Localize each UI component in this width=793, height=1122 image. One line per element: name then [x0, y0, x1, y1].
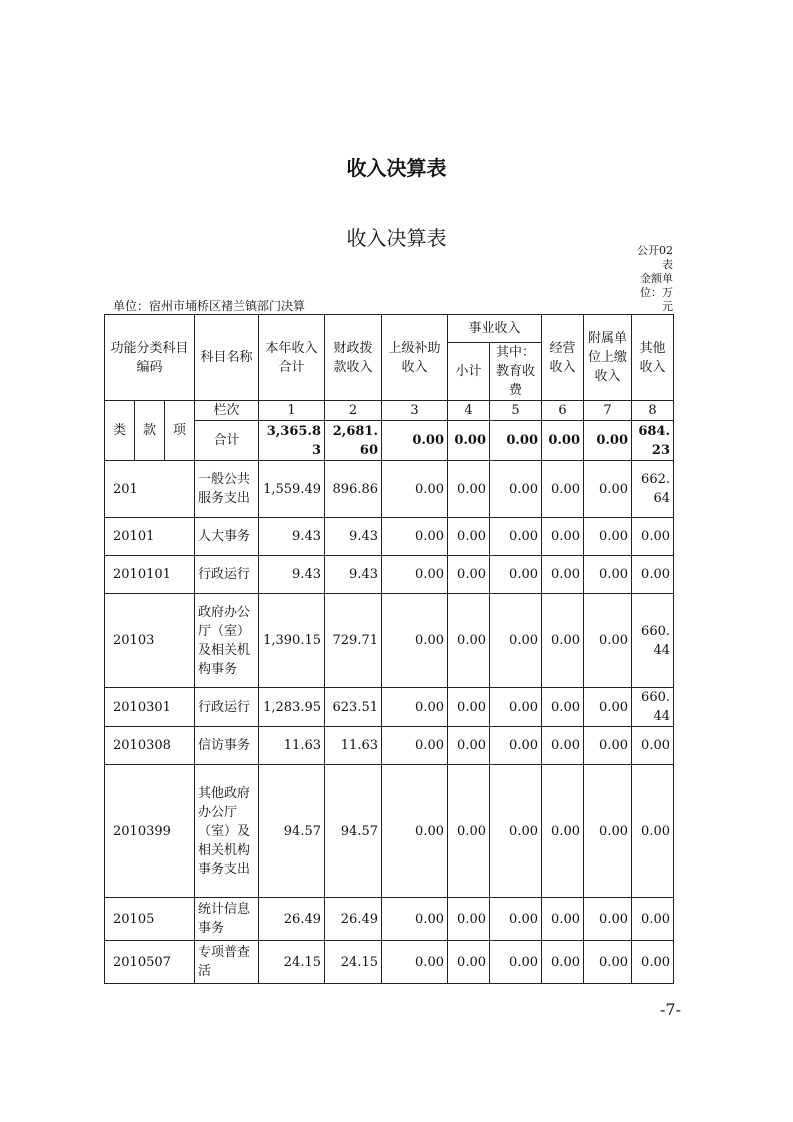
row-value-cell: 0.00	[632, 898, 674, 941]
row-value-cell: 623.51	[325, 688, 382, 727]
header-kuan: 款	[135, 401, 165, 461]
row-value-cell: 24.15	[259, 941, 325, 984]
row-value-cell: 9.43	[325, 556, 382, 594]
row-value-cell: 0.00	[382, 727, 448, 765]
row-value-cell: 0.00	[382, 594, 448, 688]
row-value-cell: 0.00	[448, 727, 490, 765]
header-total: 本年收入合计	[259, 315, 325, 401]
column-number: 6	[542, 401, 584, 421]
row-value-cell: 0.00	[584, 727, 632, 765]
row-code: 2010301	[105, 688, 195, 727]
row-code: 2010101	[105, 556, 195, 594]
row-value-cell: 0.00	[542, 594, 584, 688]
table-row	[105, 898, 674, 941]
row-value-cell: 0.00	[584, 461, 632, 518]
table-row	[105, 941, 674, 984]
reporting-unit: 单位：宿州市埇桥区褚兰镇部门决算	[113, 299, 306, 313]
row-code: 20101	[105, 518, 195, 556]
row-value-cell: 0.00	[490, 727, 542, 765]
row-subject-name: 政府办公厅（室）及相关机构事务	[195, 594, 259, 688]
row-subject-name: 行政运行	[195, 688, 259, 727]
row-value-cell: 0.00	[490, 556, 542, 594]
row-value-cell: 0.00	[382, 518, 448, 556]
row-value-cell: 0.00	[490, 765, 542, 898]
row-value-cell: 0.00	[490, 898, 542, 941]
row-code: 2010399	[105, 765, 195, 898]
table-number-and-unit	[633, 244, 673, 314]
row-value-cell: 9.43	[259, 556, 325, 594]
row-value-cell: 0.00	[542, 727, 584, 765]
column-number: 8	[632, 401, 674, 421]
row-value-cell: 0.00	[382, 461, 448, 518]
total-cell: 0.00	[490, 421, 542, 461]
row-subject-name: 行政运行	[195, 556, 259, 594]
column-number: 2	[325, 401, 382, 421]
header-subtotal: 小计	[448, 343, 490, 401]
row-value-cell: 0.00	[448, 941, 490, 984]
row-code: 2010308	[105, 727, 195, 765]
column-number: 4	[448, 401, 490, 421]
row-value-cell: 0.00	[542, 461, 584, 518]
row-value-cell: 9.43	[325, 518, 382, 556]
row-subject-name: 其他政府办公厅（室）及相关机构事务支出	[195, 765, 259, 898]
header-lei: 类	[105, 401, 135, 461]
amount-unit: 金额单位：万元	[640, 272, 673, 313]
row-subject-name: 人大事务	[195, 518, 259, 556]
table-row	[105, 594, 674, 688]
total-cell: 0.00	[448, 421, 490, 461]
row-value-cell: 0.00	[584, 898, 632, 941]
row-value-cell: 0.00	[542, 518, 584, 556]
page-title: 收入决算表	[346, 156, 447, 180]
header-education: 其中：教育收费	[490, 343, 542, 401]
row-subject-name: 信访事务	[195, 727, 259, 765]
table-row	[105, 727, 674, 765]
row-code: 20105	[105, 898, 195, 941]
row-value-cell: 0.00	[632, 727, 674, 765]
header-subject-name: 科目名称	[195, 315, 259, 401]
row-value-cell: 1,283.95	[259, 688, 325, 727]
row-value-cell: 94.57	[325, 765, 382, 898]
total-cell: 0.00	[542, 421, 584, 461]
row-value-cell: 0.00	[584, 765, 632, 898]
row-value-cell: 0.00	[448, 898, 490, 941]
total-cell: 0.00	[382, 421, 448, 461]
row-value-cell: 11.63	[259, 727, 325, 765]
row-value-cell: 0.00	[542, 898, 584, 941]
table-row	[105, 518, 674, 556]
row-value-cell: 0.00	[584, 556, 632, 594]
row-value-cell: 0.00	[490, 594, 542, 688]
row-value-cell: 9.43	[259, 518, 325, 556]
header-lanci: 栏次	[195, 401, 259, 421]
row-value-cell: 0.00	[542, 688, 584, 727]
column-number-row	[105, 401, 674, 421]
row-code: 201	[105, 461, 195, 518]
column-number: 5	[490, 401, 542, 421]
row-value-cell: 1,559.49	[259, 461, 325, 518]
page-number: -7-	[660, 1000, 681, 1019]
row-value-cell: 729.71	[325, 594, 382, 688]
row-value-cell: 0.00	[632, 518, 674, 556]
row-value-cell: 0.00	[584, 594, 632, 688]
row-value-cell: 0.00	[584, 688, 632, 727]
row-value-cell: 0.00	[632, 941, 674, 984]
header-other: 其他收入	[632, 315, 674, 401]
header-func-code: 功能分类科目编码	[105, 315, 195, 401]
row-value-cell: 0.00	[490, 518, 542, 556]
row-value-cell: 24.15	[325, 941, 382, 984]
header-xiang: 项	[165, 401, 195, 461]
row-subject-name: 一般公共服务支出	[195, 461, 259, 518]
row-value-cell: 0.00	[448, 556, 490, 594]
total-cell: 3,365.83	[259, 421, 325, 461]
table-title: 收入决算表	[346, 226, 447, 250]
table-row	[105, 688, 674, 727]
header-business: 事业收入	[448, 315, 542, 343]
row-value-cell: 26.49	[325, 898, 382, 941]
row-subject-name: 统计信息事务	[195, 898, 259, 941]
row-value-cell: 0.00	[490, 941, 542, 984]
row-value-cell: 0.00	[490, 688, 542, 727]
column-number: 1	[259, 401, 325, 421]
header-row-1	[105, 315, 674, 343]
row-value-cell: 0.00	[448, 765, 490, 898]
row-subject-name: 专项普查活	[195, 941, 259, 984]
row-value-cell: 0.00	[448, 594, 490, 688]
row-value-cell: 0.00	[448, 518, 490, 556]
row-value-cell: 896.86	[325, 461, 382, 518]
row-value-cell: 0.00	[632, 556, 674, 594]
row-value-cell: 1,390.15	[259, 594, 325, 688]
income-table	[104, 314, 674, 984]
total-cell: 684.23	[632, 421, 674, 461]
row-value-cell: 0.00	[542, 556, 584, 594]
row-value-cell: 0.00	[542, 765, 584, 898]
row-value-cell: 0.00	[382, 556, 448, 594]
row-value-cell: 660.44	[632, 688, 674, 727]
row-value-cell: 662.64	[632, 461, 674, 518]
row-value-cell: 94.57	[259, 765, 325, 898]
row-value-cell: 0.00	[448, 688, 490, 727]
row-value-cell: 0.00	[632, 765, 674, 898]
header-fiscal: 财政拨款收入	[325, 315, 382, 401]
row-value-cell: 11.63	[325, 727, 382, 765]
row-value-cell: 0.00	[542, 941, 584, 984]
row-code: 20103	[105, 594, 195, 688]
row-value-cell: 0.00	[584, 941, 632, 984]
row-value-cell: 660.44	[632, 594, 674, 688]
table-row	[105, 556, 674, 594]
row-value-cell: 0.00	[382, 765, 448, 898]
header-operating: 经营收入	[542, 315, 584, 401]
total-cell: 2,681.60	[325, 421, 382, 461]
total-cell: 0.00	[584, 421, 632, 461]
total-label: 合计	[195, 421, 259, 461]
column-number: 3	[382, 401, 448, 421]
row-value-cell: 0.00	[584, 518, 632, 556]
row-value-cell: 0.00	[448, 461, 490, 518]
publication-number: 公开02表	[637, 244, 673, 271]
row-value-cell: 0.00	[382, 941, 448, 984]
header-affiliated: 附属单位上缴收入	[584, 315, 632, 401]
table-row	[105, 765, 674, 898]
row-value-cell: 0.00	[490, 461, 542, 518]
table-row	[105, 461, 674, 518]
header-upper: 上级补助收入	[382, 315, 448, 401]
row-code: 2010507	[105, 941, 195, 984]
row-value-cell: 0.00	[382, 898, 448, 941]
column-number: 7	[584, 401, 632, 421]
row-value-cell: 0.00	[382, 688, 448, 727]
row-value-cell: 26.49	[259, 898, 325, 941]
